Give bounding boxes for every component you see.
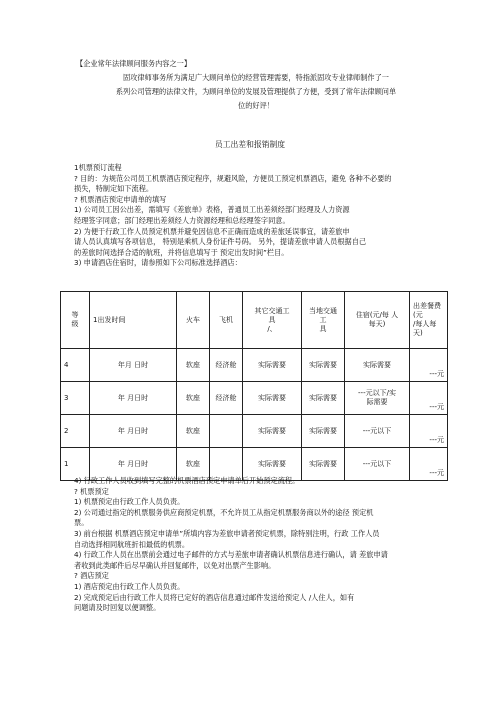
cell-other: 实际需要 xyxy=(243,349,302,382)
paragraph-line: 1) 机票预定由行政工作人员负责。 xyxy=(74,497,185,507)
cell-train: 软座 xyxy=(177,448,210,481)
paragraph-line: 2) 为便于行政工作人员预定机票并避免因信息不正确而造成的差旅延误事宜，请差旅申 xyxy=(74,226,350,236)
cell-plane: 经济舱 xyxy=(210,382,243,415)
cell-time: 年月 日时 xyxy=(90,349,177,382)
cell-level: 2 xyxy=(61,415,90,448)
cell-time: 年 月日时 xyxy=(90,382,177,415)
header-train: 火车 xyxy=(177,292,210,349)
table-row xyxy=(61,349,448,382)
header-hotel: 住宿(元/每 人 每天) xyxy=(345,292,410,349)
paragraph-line: 3) 前台根据 机票酒店预定申请单”所填内容为差旅申请者预定机票，除特别注明，行政 工作人员 xyxy=(74,528,380,538)
cell-meal: ---元 xyxy=(410,415,448,448)
paragraph-line: 1机票预订流程 xyxy=(74,163,122,172)
header-local-transport: 当地交通 工 具 xyxy=(302,292,345,349)
paragraph-line: 经理签字同意；部门经理出差须经人力资源经理和总经理签字同意。 xyxy=(74,215,290,225)
cell-local: 实际需要 xyxy=(302,415,345,448)
paragraph-line: 2) 公司通过指定的机票服务供应商预定机票，不允许员工从指定机票服务商以外的途径 预定机 xyxy=(74,507,374,517)
paragraph-line: 4) 行政工作人员在出票前会通过电子邮件的方式与差旅申请者确认机票信息进行确认，请 差旅申请 xyxy=(74,550,388,560)
cell-local: 实际需要 xyxy=(302,382,345,415)
cell-train: 软座 xyxy=(177,382,210,415)
paragraph-line: 自动选择相同航班折扣最低的机票。 xyxy=(74,539,190,549)
header-meal: 出差餐费(元 /每人每天) xyxy=(410,292,448,349)
document-title: 员工出差和报销制度 xyxy=(214,140,286,149)
paragraph-line: 1) 酒店预定由行政工作人员负责。 xyxy=(74,581,185,591)
table-header-row xyxy=(61,292,448,349)
cell-train: 软座 xyxy=(177,415,210,448)
cell-meal: ---元 xyxy=(410,349,448,382)
section-b xyxy=(74,476,388,614)
cell-level: 1 xyxy=(61,448,90,481)
cell-time: 年 月日时 xyxy=(90,415,177,448)
paragraph-line: 票。 xyxy=(74,518,89,528)
table-row xyxy=(61,415,448,448)
intro-line: 系列公司管理的法律文件，为顾问单位的发展及管理提供了方便，受到了常年法律顾问单 xyxy=(115,87,397,96)
cell-plane: 经济舱 xyxy=(210,349,243,382)
cell-other: 实际需要 xyxy=(243,415,302,448)
cell-meal: ---元 xyxy=(410,382,448,415)
header-plane: 飞机 xyxy=(210,292,243,349)
paragraph-line: 者收到此类邮件后尽早确认并回复邮件，以免对出票产生影响。 xyxy=(74,560,276,570)
paragraph-line: 问题请及时回复以便调整。 xyxy=(74,603,161,613)
cell-level: 4 xyxy=(61,349,90,382)
paragraph-line: 4) 行政工作人员收到填写完整的机票酒店预定申请单后开始预定流程。 xyxy=(74,476,300,485)
cell-hotel: ---元以下/实 际需要 xyxy=(345,382,410,415)
paragraph-line: 损失，特制定如下流程。 xyxy=(74,184,154,194)
header-time: 1出发时间 xyxy=(90,292,177,349)
header-other-transport: 其它交通工 具 /、 xyxy=(243,292,302,349)
paragraph-line: ? 机票酒店预定申请单的填写 xyxy=(74,194,167,204)
hotel-standard-table xyxy=(60,291,448,481)
paragraph-line: ? 机票预定 xyxy=(74,486,109,496)
paragraph-line: 3) 申请酒店住宿时，请参照如下公司标准选择酒店： xyxy=(74,258,242,268)
paragraph-line: 请人员认真填写各项信息， 特别是乘机人身份证件号码。 另外，提请差旅申请人员根据自己 xyxy=(74,237,367,247)
paragraph-line: 1) 公司员工因公出差，需填写《差旅单》表格，普通员工出差须经部门经理及人力资源 xyxy=(74,205,350,215)
cell-other: 实际需要 xyxy=(243,448,302,481)
cell-train: 软座 xyxy=(177,349,210,382)
cell-local: 实际需要 xyxy=(302,448,345,481)
table-row xyxy=(61,382,448,415)
intro-block xyxy=(76,57,436,113)
paragraph-line: 2) 完成预定后由行政工作人员将已定好的酒店信息通过邮件发送给预定人 /人住人，如有 xyxy=(74,592,355,602)
intro-line: 固攻律师事务所为满足广大顾问单位的经营管理需要，特指派固攻专业律师制作了一 xyxy=(123,73,389,82)
paragraph-line: ? 目的：为规范公司员工机票酒店预定程序，规避风险，方便员工预定机票酒店，避免 各种不必要的 xyxy=(74,173,392,183)
cell-hotel: ---元以下 xyxy=(345,448,410,481)
cell-hotel: 实际需要 xyxy=(345,349,410,382)
cell-other: 实际需要 xyxy=(243,382,302,415)
intro-heading: 【企业常年法律顾问服务内容之一】 xyxy=(76,59,192,68)
cell-plane xyxy=(210,415,243,448)
cell-hotel: ---元以下 xyxy=(345,415,410,448)
section-a xyxy=(74,163,391,269)
paragraph-line: ? 酒店预定 xyxy=(74,571,109,581)
paragraph-line: 的差旅时间选择合适的航班，并将信息填写于 预定出发时间”栏目。 xyxy=(74,247,289,257)
intro-line: 位的好评！ xyxy=(238,101,274,110)
cell-meal: ---元 xyxy=(410,448,448,481)
header-level: 等 级 xyxy=(61,292,90,349)
cell-time: 年 月日时 xyxy=(90,448,177,481)
cell-level: 3 xyxy=(61,382,90,415)
cell-local: 实际需要 xyxy=(302,349,345,382)
